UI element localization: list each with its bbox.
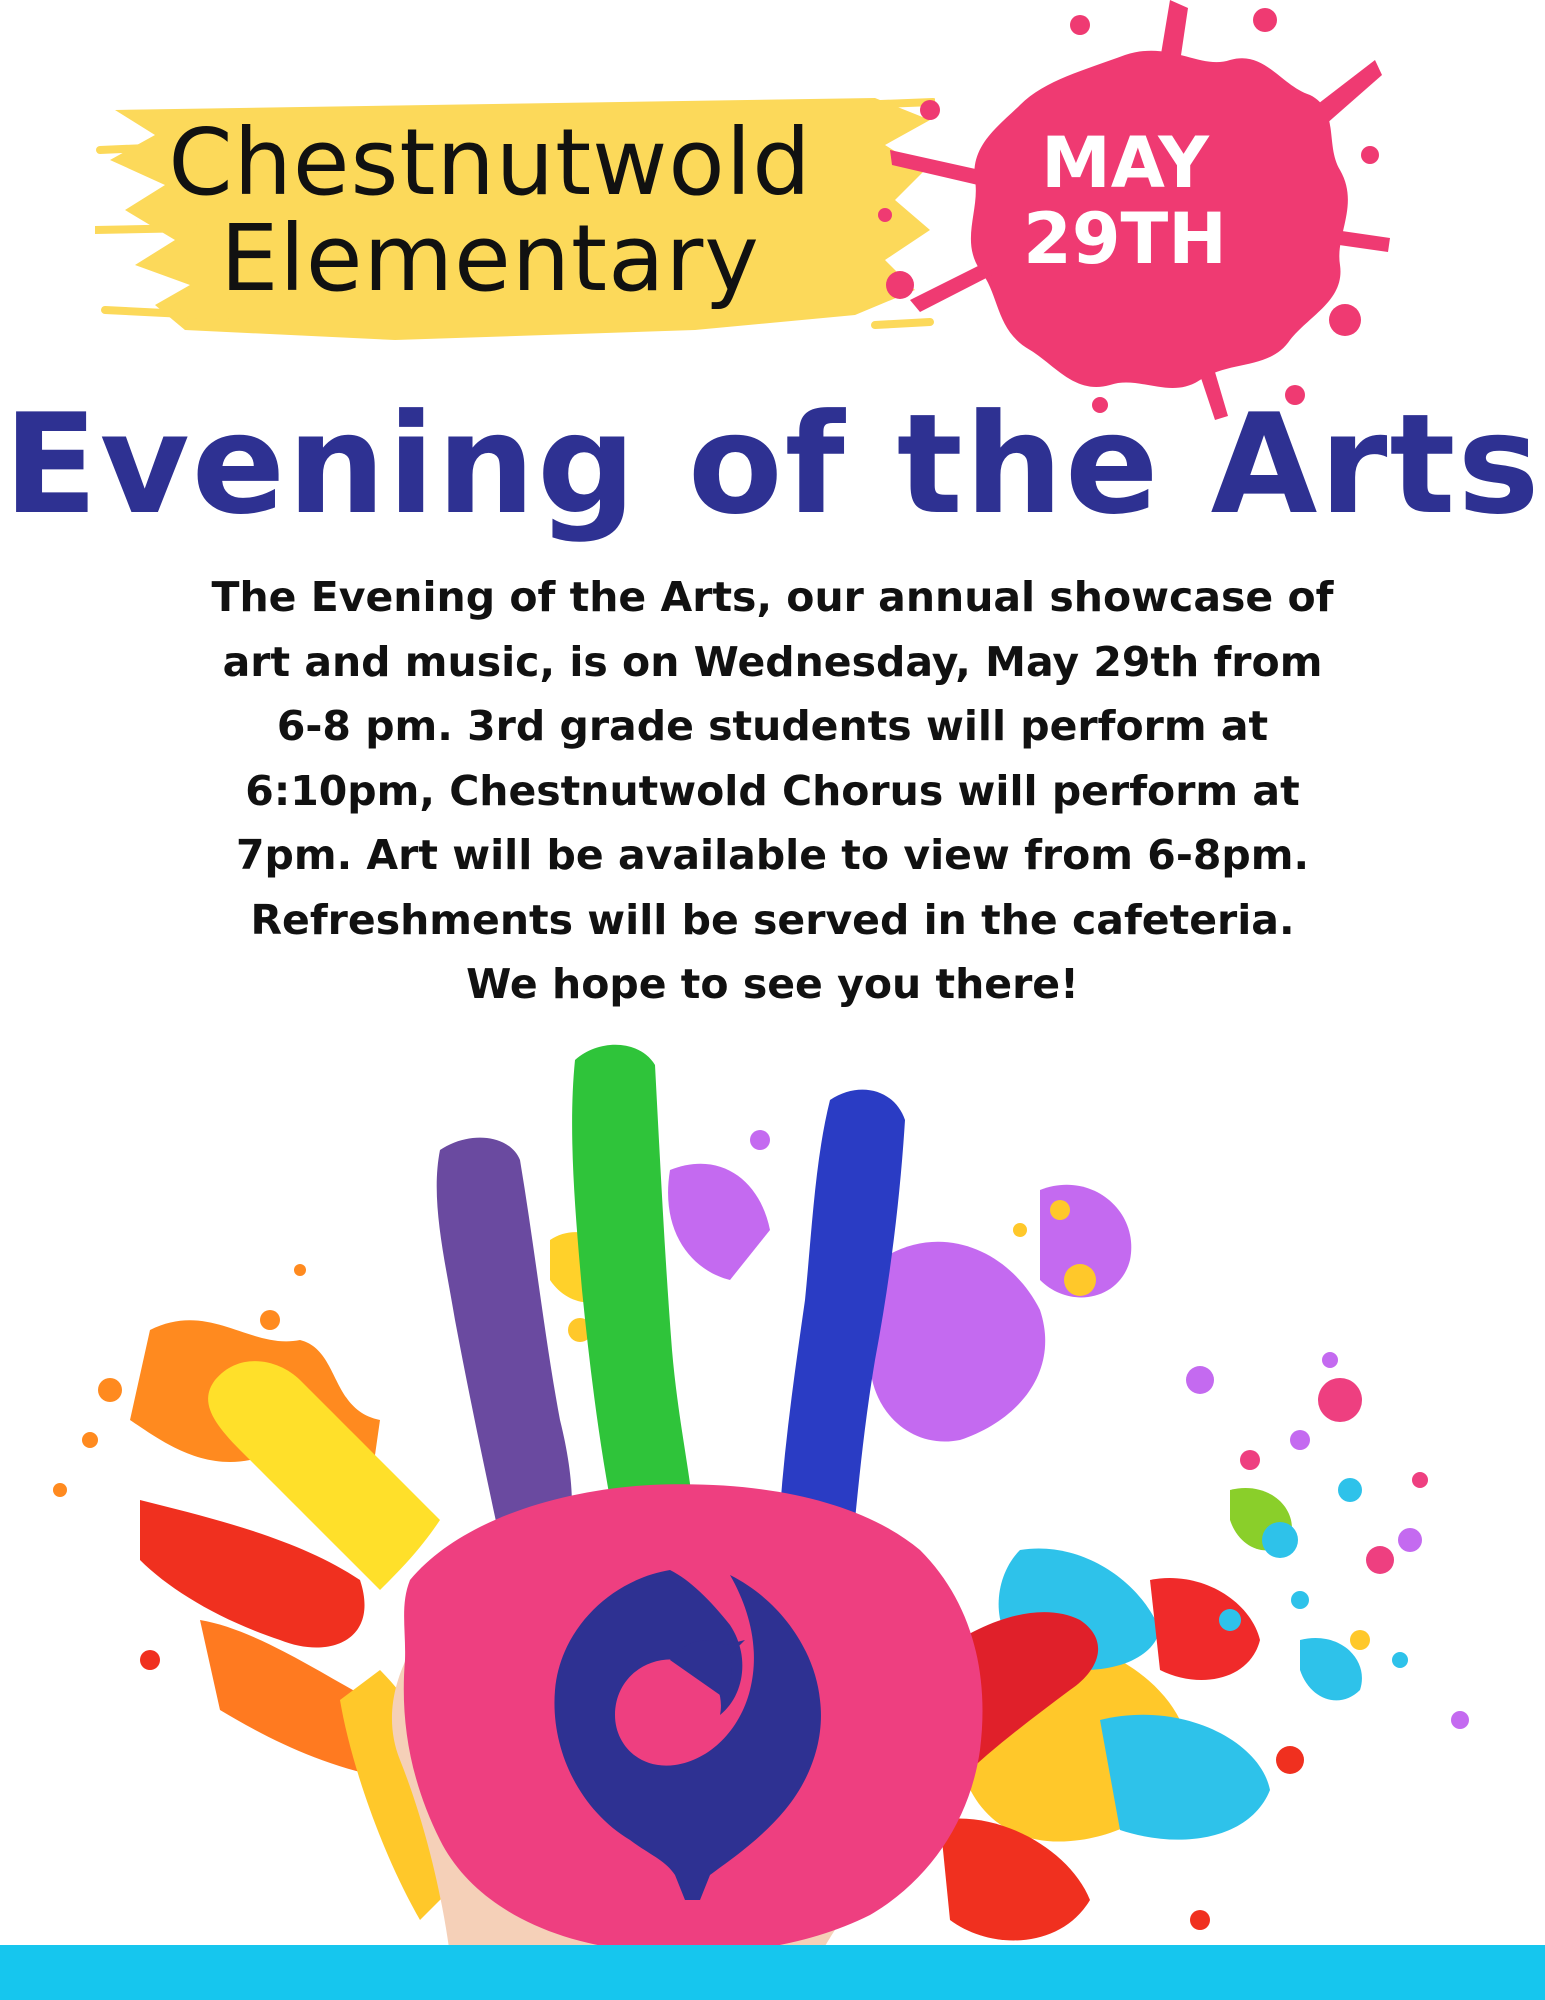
description-line: 6-8 pm. 3rd grade students will perform at bbox=[276, 702, 1269, 750]
bottom-color-band bbox=[0, 1945, 1545, 2000]
description-line: The Evening of the Arts, our annual showcase of bbox=[211, 573, 1334, 621]
event-date-month: MAY bbox=[1041, 122, 1209, 204]
painted-hand-image bbox=[0, 1020, 1545, 1975]
description-line: 6:10pm, Chestnutwold Chorus will perform at bbox=[245, 766, 1300, 815]
event-date-day: 29TH bbox=[1023, 198, 1227, 280]
school-name-line2: Elementary bbox=[220, 205, 760, 312]
event-title: Evening of the Arts bbox=[3, 384, 1542, 545]
event-date bbox=[990, 122, 1260, 280]
school-name bbox=[130, 109, 850, 312]
description-line: 7pm. Art will be available to view from 6-8pm. bbox=[235, 831, 1310, 879]
event-description bbox=[150, 565, 1395, 1017]
school-name-line1: Chestnutwold bbox=[168, 109, 812, 216]
description-line: Refreshments will be served in the cafeteria. bbox=[250, 895, 1295, 944]
description-line: art and music, is on Wednesday, May 29th from bbox=[222, 637, 1323, 686]
description-line: We hope to see you there! bbox=[466, 960, 1079, 1008]
